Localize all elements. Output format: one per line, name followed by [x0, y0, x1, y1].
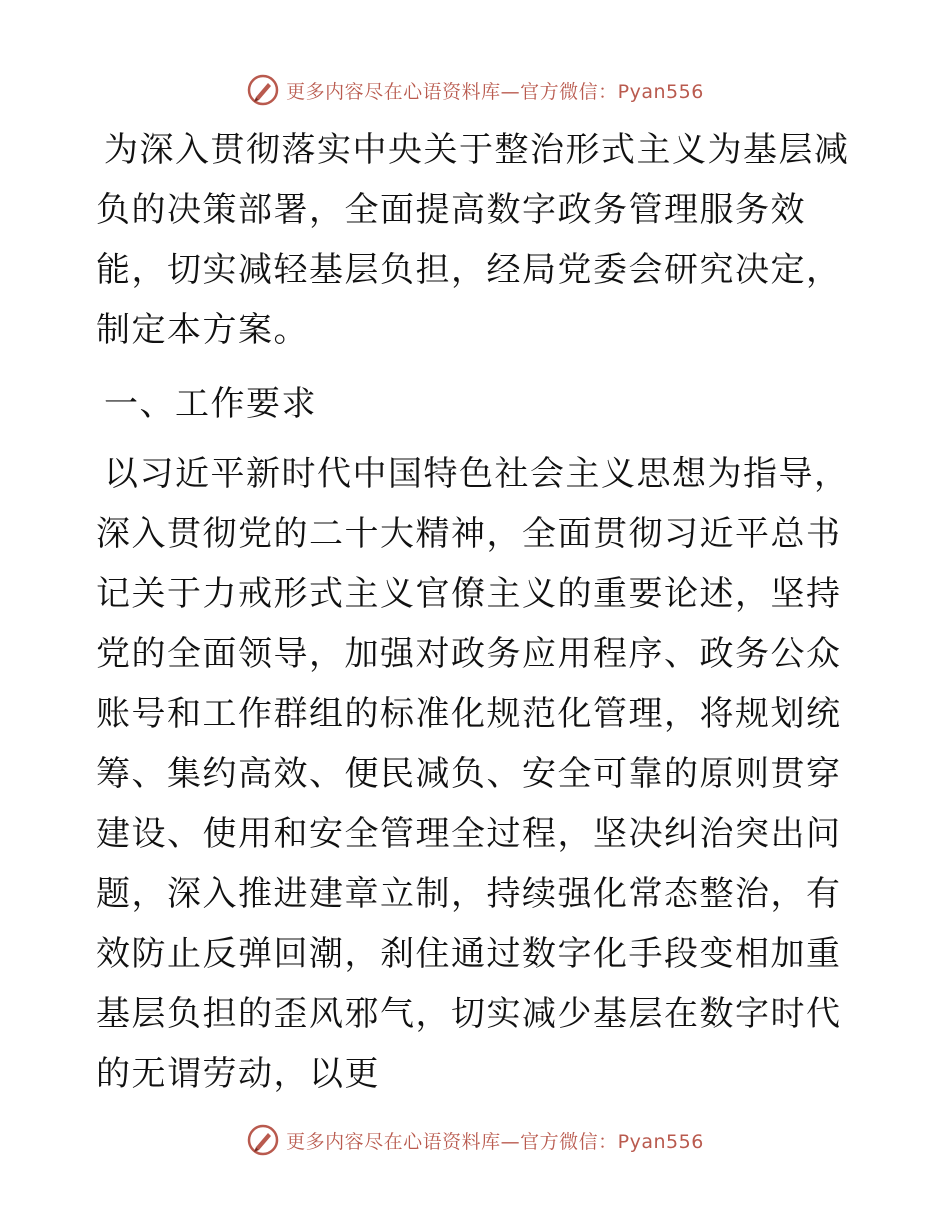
watermark-banner-top [0, 70, 950, 110]
watermark-text-bottom: 更多内容尽在心语资料库—官方微信：Pyan556 [286, 1130, 704, 1153]
watermark-text-top: 更多内容尽在心语资料库—官方微信：Pyan556 [286, 80, 704, 103]
document-body [96, 120, 856, 1104]
pen-logo-icon [246, 1123, 280, 1157]
intro-paragraph: 为深入贯彻落实中央关于整治形式主义为基层减负的决策部署，全面提高数字政务管理服务效能，切实减轻基层负担，经局党委会研究决定，制定本方案。 [96, 130, 850, 350]
pen-logo-icon [246, 73, 280, 107]
watermark-banner-bottom [0, 1120, 950, 1160]
section-paragraph: 以习近平新时代中国特色社会主义思想为指导，深入贯彻党的二十大精神，全面贯彻习近平总书记关于力戒形式主义官僚主义的重要论述，坚持党的全面领导，加强对政务应用程序、政务公众账号和工作群组的标准化规范化管理，将规划统筹、集约高效、便民减负、安全可靠的原则贯穿建设、使用和安全管理全过程，坚决纠治突出问题，深入推进建章立制，持续强化常态整治，有效防止反弹回潮，刹住通过数字化手段变相加重基层负担的歪风邪气，切实减少基层在数字时代的无谓劳动，以更 [96, 454, 850, 1094]
section-heading: 一、工作要求 [104, 384, 317, 424]
